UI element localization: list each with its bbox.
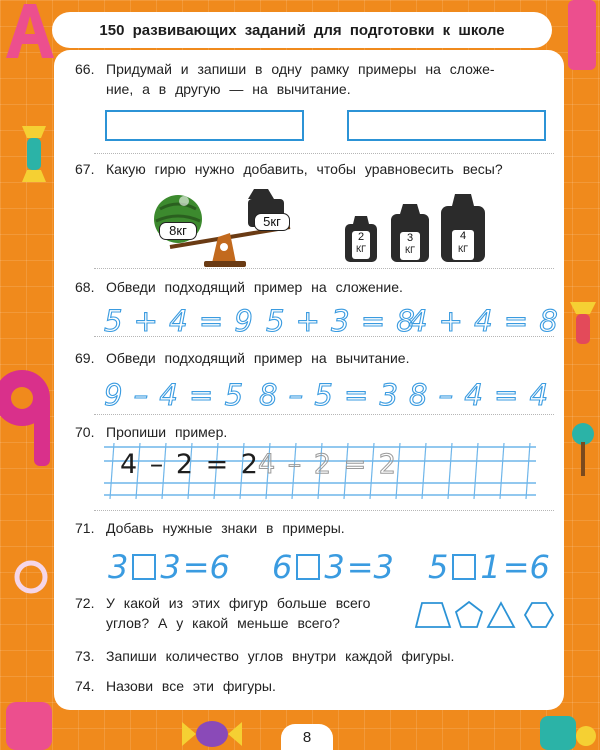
weight-number: 4	[459, 230, 467, 242]
task-67-question: Какую гирю нужно добавить, чтобы уравновесить весы?	[106, 161, 503, 177]
pentagon-icon[interactable]	[456, 602, 482, 627]
divider	[94, 336, 554, 337]
weight-unit: КГ	[457, 244, 469, 254]
task-70-instruction: Пропиши пример.	[106, 424, 228, 440]
copybook-sample: 4 – 2 = 2	[120, 449, 260, 480]
sign-input-box[interactable]	[132, 554, 156, 580]
task-number: 71.	[75, 520, 95, 536]
trapezoid-icon[interactable]	[416, 603, 450, 627]
task-72-line1: У какой из этих фигур больше всего	[106, 595, 371, 611]
addition-example-2[interactable]: 5 + 3 = 8	[266, 304, 416, 338]
bottom-letter-decoration	[0, 690, 60, 750]
scale-left-label: 8кг	[169, 223, 187, 238]
task-number: 73.	[75, 648, 95, 664]
weight-icon	[254, 213, 290, 231]
task-68-instruction: Обведи подходящий пример на сложение.	[106, 279, 403, 295]
copybook-traced: 4 – 2 = 2	[258, 449, 398, 480]
weight-number: 2	[357, 231, 365, 243]
task-number: 74.	[75, 678, 95, 694]
candy-decoration	[18, 124, 50, 184]
task-number: 68.	[75, 279, 95, 295]
digit-9-decoration	[0, 360, 58, 470]
shapes-group	[414, 599, 554, 631]
scale-right-label: 5кг	[263, 214, 281, 229]
addition-example-1[interactable]: 5 + 4 = 9	[104, 304, 254, 338]
task-69-text	[75, 348, 409, 368]
candy-right-decoration	[566, 300, 600, 360]
subtraction-example-2[interactable]: 8 – 5 = 3	[259, 378, 400, 412]
watermelon-icon	[159, 222, 197, 240]
result: =6	[182, 548, 230, 586]
task-72-line2: углов? А у какой меньше всего?	[106, 615, 340, 631]
weight-number: 3	[406, 232, 414, 244]
task-74-instruction: Назови все эти фигуры.	[106, 678, 276, 694]
task-68-text	[75, 277, 403, 297]
operand: 6	[272, 548, 293, 586]
subtraction-example-3[interactable]: 8 – 4 = 4	[409, 378, 550, 412]
task-66-line1: Придумай и запиши в одну рамку примеры на сложе-	[106, 61, 495, 77]
addition-example-3[interactable]: 4 + 4 = 8	[409, 304, 559, 338]
task-number: 67.	[75, 161, 95, 177]
task-71-text	[75, 518, 345, 538]
task-number: 72.	[75, 595, 95, 611]
weight-option-3kg[interactable]	[390, 202, 430, 262]
weight-option-2kg[interactable]	[344, 214, 378, 262]
divider	[94, 153, 554, 154]
triangle-icon[interactable]	[488, 603, 514, 627]
weight-unit: КГ	[355, 244, 367, 254]
operand: 3	[108, 548, 129, 586]
task-number: 69.	[75, 350, 95, 366]
pushpin-decoration	[566, 420, 600, 480]
sign-example-2	[272, 548, 394, 586]
hexagon-icon[interactable]	[525, 603, 553, 627]
task-number: 70.	[75, 424, 95, 440]
operand: 5	[428, 548, 449, 586]
task-69-instruction: Обведи подходящий пример на вычитание.	[106, 350, 410, 366]
letter-g-decoration	[568, 0, 600, 70]
weight-unit: КГ	[404, 245, 416, 255]
sign-input-box[interactable]	[296, 554, 320, 580]
task-number: 66.	[75, 61, 95, 77]
letter-a-decoration	[0, 0, 56, 60]
sign-input-box[interactable]	[452, 554, 476, 580]
divider	[94, 414, 554, 415]
header-title: 150 развивающих заданий для подготовки к школе	[52, 12, 552, 48]
addition-answer-box[interactable]	[105, 110, 304, 141]
operand: 3	[324, 548, 345, 586]
divider	[94, 268, 554, 269]
operand: 3	[160, 548, 181, 586]
task-73-text	[75, 646, 454, 666]
worksheet	[54, 50, 564, 710]
task-67-text	[75, 159, 503, 179]
weight-option-4kg[interactable]	[440, 192, 486, 262]
subtraction-answer-box[interactable]	[347, 110, 546, 141]
result: =6	[502, 548, 550, 586]
task-66-text	[75, 59, 495, 99]
task-66-line2: ние, а в другую — на вычитание.	[106, 81, 351, 97]
task-72-text	[75, 593, 370, 633]
ring-decoration	[14, 560, 48, 594]
task-74-text	[75, 676, 276, 696]
sign-example-1	[108, 548, 230, 586]
divider	[94, 510, 554, 511]
task-70-text	[75, 422, 227, 442]
bottom-candy-decoration	[180, 710, 244, 750]
task-73-instruction: Запиши количество углов внутри каждой фигуры.	[106, 648, 455, 664]
task-71-instruction: Добавь нужные знаки в примеры.	[106, 520, 345, 536]
bottom-right-decoration	[500, 710, 600, 750]
operand: 1	[480, 548, 501, 586]
copybook-grid[interactable]	[104, 443, 536, 499]
result: =3	[346, 548, 394, 586]
subtraction-example-1[interactable]: 9 – 4 = 5	[104, 378, 245, 412]
page-number: 8	[281, 724, 333, 750]
sign-example-3	[428, 548, 550, 586]
